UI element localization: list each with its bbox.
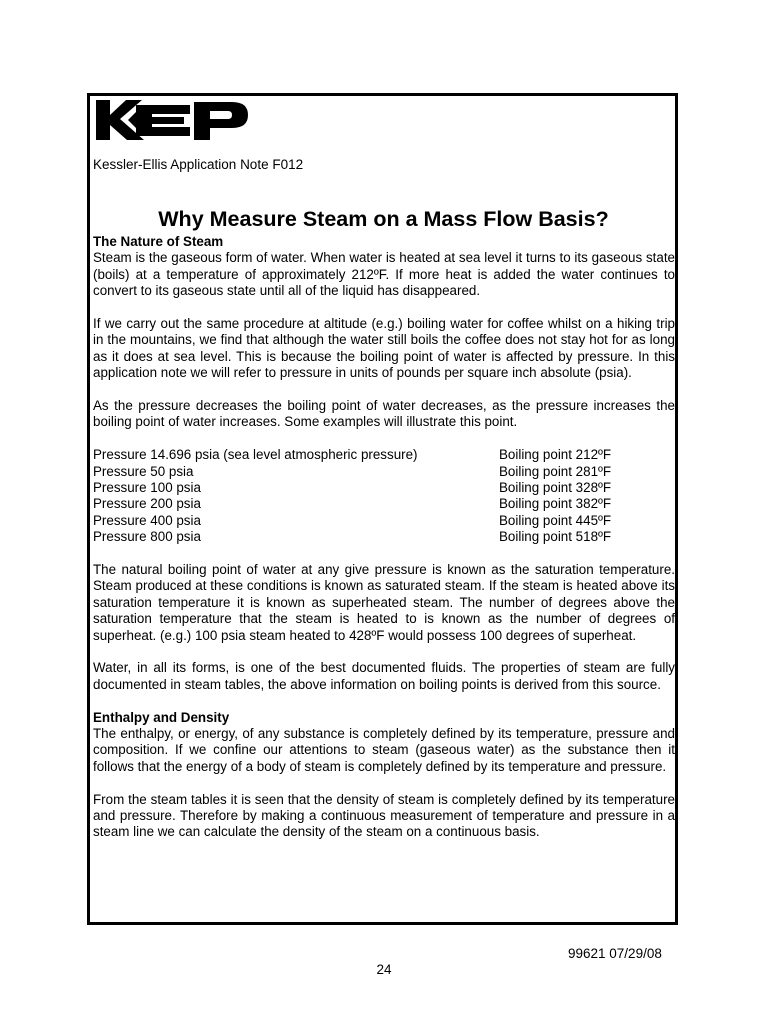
pressure-cell: Pressure 100 psia <box>93 480 201 496</box>
table-row <box>93 513 675 529</box>
paragraph: If we carry out the same procedure at altitude (e.g.) boiling water for coffee whilst on a hiking trip in the mountains, we find that although the water still boils the coffee does not stay hot for as long as it does at sea level. This is because the boiling point of water is affected by pressure. In this application note we will refer to pressure in units of pounds per square inch absolute (psia). <box>93 316 675 381</box>
table-row <box>93 496 675 512</box>
table-row <box>93 480 675 496</box>
page-number: 24 <box>376 962 392 977</box>
boiling-point-cell: Boiling point 445ºF <box>499 512 612 528</box>
boiling-point-cell: Boiling point 212ºF <box>499 447 612 463</box>
boiling-point-cell: Boiling point 382ºF <box>499 496 612 512</box>
pressure-cell: Pressure 200 psia <box>93 496 201 512</box>
pressure-cell: Pressure 14.696 psia (sea level atmospheric pressure) <box>93 447 418 463</box>
application-note-label: Kessler-Ellis Application Note F012 <box>93 157 304 172</box>
document-code-date: 99621 07/29/08 <box>568 946 662 961</box>
section-heading-enthalpy-density: Enthalpy and Density <box>93 709 230 725</box>
pressure-cell: Pressure 800 psia <box>93 529 201 545</box>
table-row <box>93 529 675 545</box>
page-title: Why Measure Steam on a Mass Flow Basis? <box>158 207 609 231</box>
paragraph: As the pressure decreases the boiling point of water decreases, as the pressure increases the boiling point of water increases. Some examples will illustrate this point. <box>93 398 675 430</box>
paragraph: The enthalpy, or energy, of any substance is completely defined by its temperature, pressure and composition. If we confine our attentions to steam (gaseous water) as the substance then it follows that the energy of a body of steam is completely defined by its temperature and pressure. <box>93 726 675 774</box>
paragraph: The natural boiling point of water at any give pressure is known as the saturation temperature. Steam produced at these conditions is known as saturated steam. If the steam is heated above its saturation temperature it is known as superheated steam. The number of degrees above the saturation temperature that the steam is heated to is known as the number of degrees of superheat. (e.g.) 100 psia steam heated to 428ºF would possess 100 degrees of superheat. <box>93 561 675 643</box>
boiling-point-cell: Boiling point 518ºF <box>499 529 612 545</box>
paragraph: Water, in all its forms, is one of the best documented fluids. The properties of steam are fully documented in steam tables, the above information on boiling points is derived from this source. <box>93 660 675 692</box>
paragraph: Steam is the gaseous form of water. When water is heated at sea level it turns to its gaseous state (boils) at a temperature of approximately 212ºF. If more heat is added the water continues to convert to its gaseous state until all of the liquid has disappeared. <box>93 250 675 299</box>
document-body <box>93 234 675 857</box>
paragraph: From the steam tables it is seen that the density of steam is completely defined by its temperature and pressure. Therefore by making a continuous measurement of temperature and pressure in a steam line we can calculate the density of the steam on a continuous basis. <box>93 791 675 840</box>
pressure-cell: Pressure 50 psia <box>93 463 194 479</box>
boiling-point-cell: Boiling point 281ºF <box>499 463 612 479</box>
section-heading-nature-of-steam: The Nature of Steam <box>93 234 224 249</box>
pressure-cell: Pressure 400 psia <box>93 512 201 528</box>
boiling-point-cell: Boiling point 328ºF <box>499 480 612 496</box>
table-row <box>93 464 675 480</box>
table-row <box>93 447 675 463</box>
kep-logo <box>96 100 248 140</box>
pressure-boiling-table <box>93 447 675 545</box>
